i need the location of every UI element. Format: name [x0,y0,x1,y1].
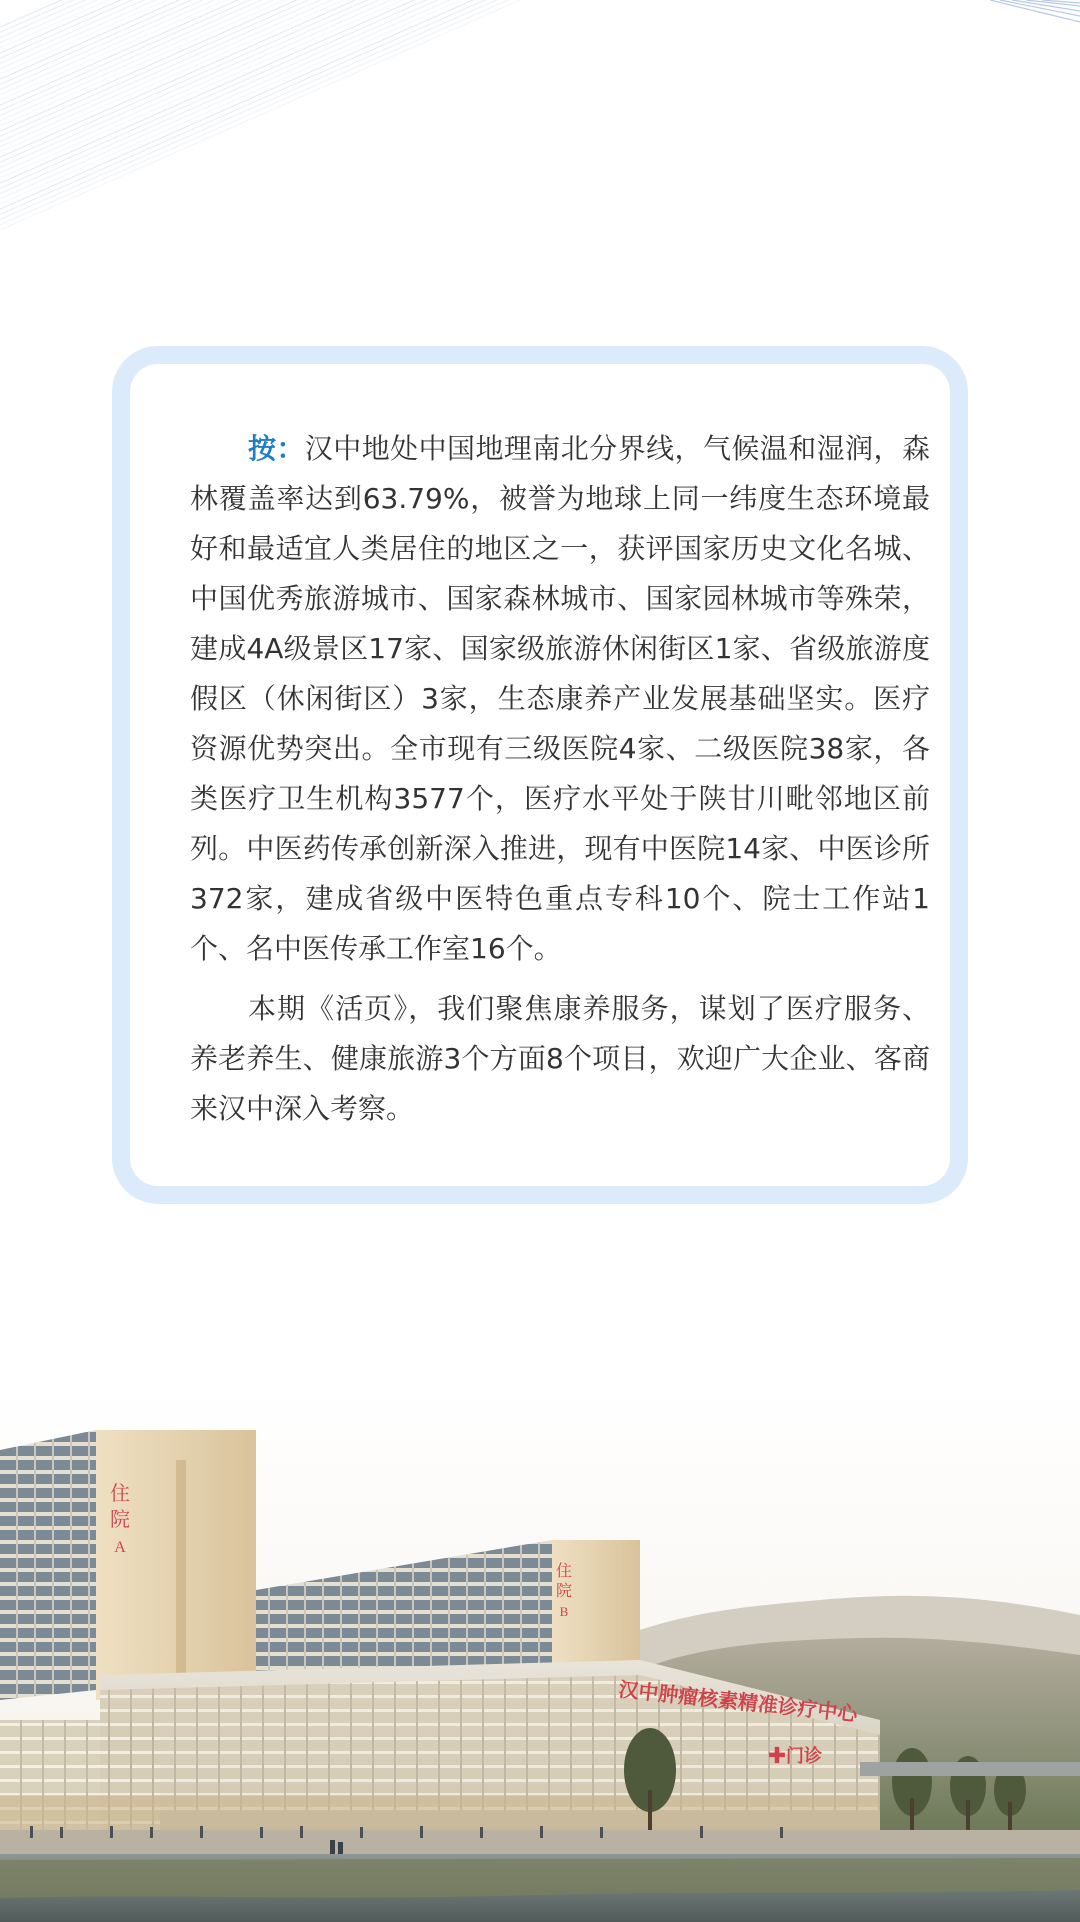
note-paragraph-2: 本期《活页》，我们聚焦康养服务，谋划了医疗服务、养老养生、健康旅游3个方面8个项目，欢迎广大企业、客商来汉中深入考察。 [190,992,930,1125]
hospital-illustration [0,1390,1080,1922]
entrance-canopy [860,1762,1080,1776]
building-a [0,1430,256,1700]
note-paragraph-1-text: 汉中地处中国地理南北分界线，气候温和湿润，森林覆盖率达到63.79%，被誉为地球上同一纬度生态环境最好和最适宜人类居住的地区之一，获评国家历史文化名城、中国优秀旅游城市、国家森林城市、国家园林城市等殊荣，建成4A级景区17家、国家级旅游休闲街区1家、省级旅游度假区（休闲街区）3家，生态康养产业发展基础坚实。医疗资源优势突出。全市现有三级医院4家、二级医院38家，各类医疗卫生机构3577个，医疗水平处于陕甘川毗邻地区前列。中医药传承创新深入推进，现有中医院14家、中医诊所372家，建成省级中医特色重点专科10个、院士工作站1个、名中医传承工作室16个。 [190,432,930,965]
editor-note-text [190,424,930,1134]
svg-text:住: 住 [555,1563,573,1580]
svg-text:✚门诊: ✚门诊 [768,1746,822,1766]
svg-text:A: A [114,1539,126,1556]
svg-text:B: B [559,1604,569,1619]
note-paragraph-1 [190,424,930,974]
svg-text:住: 住 [110,1483,130,1505]
editor-note-card [112,346,968,1204]
svg-text:院: 院 [110,1509,130,1531]
decorative-lines-top-left [0,0,520,230]
svg-text:汉中肿瘤核素精准诊疗中心: 汉中肿瘤核素精准诊疗中心 [617,1679,859,1727]
decorative-lines-top-right [990,0,1080,30]
note-label: 按： [248,432,305,465]
reeds [0,1858,1080,1898]
svg-text:院: 院 [555,1583,573,1600]
